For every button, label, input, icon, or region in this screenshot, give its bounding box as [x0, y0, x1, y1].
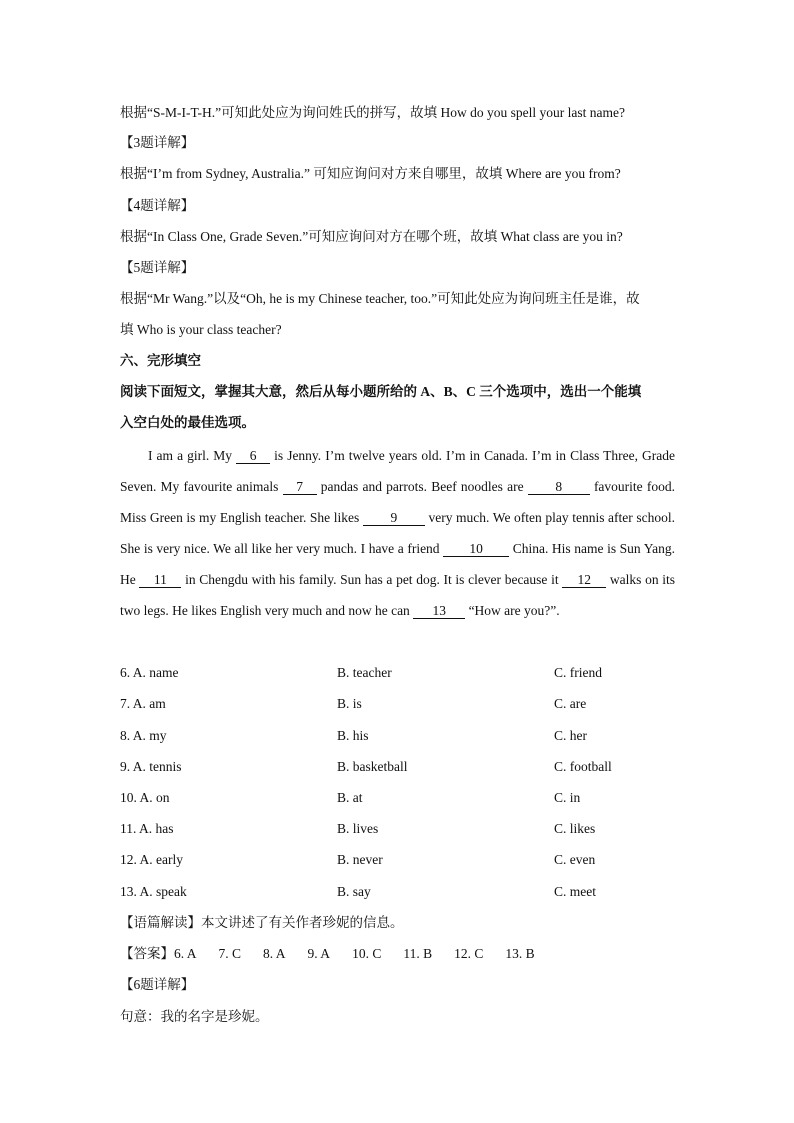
- option-c: C. friend: [554, 665, 602, 680]
- option-c: C. likes: [554, 821, 596, 836]
- option-c: C. even: [554, 852, 596, 867]
- answer-item: 9. A: [307, 946, 331, 961]
- option-b: B. teacher: [337, 665, 392, 680]
- answer-list: [174, 946, 557, 961]
- passage-text: China. His name is Sun Yang. He: [120, 541, 675, 587]
- instructions-line2: 入空白处的最佳选项。: [120, 415, 255, 430]
- option-b: B. never: [337, 852, 383, 867]
- option-b: B. is: [337, 696, 362, 711]
- heading-q4-detail: 【4题详解】: [120, 198, 195, 213]
- blank-11: 11: [139, 573, 181, 588]
- option-a: 8. A. my: [120, 728, 167, 743]
- option-c: C. meet: [554, 884, 596, 899]
- option-c: C. in: [554, 790, 581, 805]
- blank-12: 12: [562, 573, 606, 588]
- answer-item: 12. C: [454, 946, 484, 961]
- option-a: 9. A. tennis: [120, 759, 182, 774]
- explanation-q4: 根据“In Class One, Grade Seven.”可知应询问对方在哪个班，故填 What class are you in?: [120, 229, 623, 244]
- option-c: C. are: [554, 696, 587, 711]
- option-b: B. say: [337, 884, 371, 899]
- heading-q3-detail: 【3题详解】: [120, 135, 195, 150]
- passage-text: pandas and parrots. Beef noodles are: [316, 479, 528, 494]
- answer-key: [120, 945, 557, 963]
- option-c: C. her: [554, 728, 587, 743]
- passage-text: “How are you?”.: [465, 603, 560, 618]
- option-a: 10. A. on: [120, 790, 170, 805]
- option-b: B. at: [337, 790, 363, 805]
- explanation-q2: 根据“S-M-I-T-H.”可知此处应为询问姓氏的拼写，故填 How do you spell your last name?: [120, 105, 625, 120]
- answer-item: 13. B: [505, 946, 535, 961]
- answer-item: 8. A: [263, 946, 286, 961]
- passage-text: walks on its two legs. He likes English very much and now he can: [120, 572, 675, 618]
- answer-label: 【答案】: [120, 946, 174, 961]
- answer-item: 11. B: [403, 946, 433, 961]
- heading-q6-detail: 【6题详解】: [120, 977, 195, 992]
- answer-item: 6. A: [174, 946, 197, 961]
- heading-q5-detail: 【5题详解】: [120, 260, 195, 275]
- option-b: B. basketball: [337, 759, 408, 774]
- blank-9: 9: [363, 511, 425, 526]
- blank-13: 13: [413, 604, 465, 619]
- section-title: 六、完形填空: [120, 353, 201, 368]
- sentence-meaning: 句意：我的名字是珍妮。: [120, 1009, 269, 1024]
- option-a: 12. A. early: [120, 852, 183, 867]
- blank-7: 7: [283, 480, 317, 495]
- passage-text: I am a girl. My: [148, 448, 237, 463]
- explanation-q5-line2: 填 Who is your class teacher?: [120, 322, 282, 337]
- blank-6: 6: [236, 449, 270, 464]
- passage-text: favourite food. Miss Green is my English teacher. She likes: [120, 479, 675, 525]
- option-a: 6. A. name: [120, 665, 179, 680]
- blank-10: 10: [443, 542, 509, 557]
- reading-summary: 【语篇解读】本文讲述了有关作者珍妮的信息。: [120, 915, 404, 930]
- option-a: 11. A. has: [120, 821, 174, 836]
- answer-item: 10. C: [352, 946, 382, 961]
- blank-8: 8: [528, 480, 590, 495]
- cloze-passage: [120, 440, 675, 626]
- option-c: C. football: [554, 759, 612, 774]
- instructions-line1: 阅读下面短文，掌握其大意，然后从每小题所给的 A、B、C 三个选项中，选出一个能填: [120, 384, 642, 399]
- passage-text: in Chengdu with his family. Sun has a pet dog. It is clever because it: [181, 572, 563, 587]
- option-a: 7. A. am: [120, 696, 166, 711]
- explanation-q3: 根据“I’m from Sydney, Australia.” 可知应询问对方来自哪里，故填 Where are you from?: [120, 166, 621, 181]
- passage-text: is Jenny. I’m twelve years old. I’m in Canada. I’m in Class Three, Grade Seven. My favourite animals: [120, 448, 676, 494]
- explanation-q5-line1: 根据“Mr Wang.”以及“Oh, he is my Chinese teacher, too.”可知此处应为询问班主任是谁，故: [120, 291, 640, 306]
- option-b: B. lives: [337, 821, 379, 836]
- option-b: B. his: [337, 728, 369, 743]
- answer-item: 7. C: [218, 946, 242, 961]
- passage-text: very much. We often play tennis after school. She is very nice. We all like her very much. I have a friend: [120, 510, 675, 556]
- option-a: 13. A. speak: [120, 884, 187, 899]
